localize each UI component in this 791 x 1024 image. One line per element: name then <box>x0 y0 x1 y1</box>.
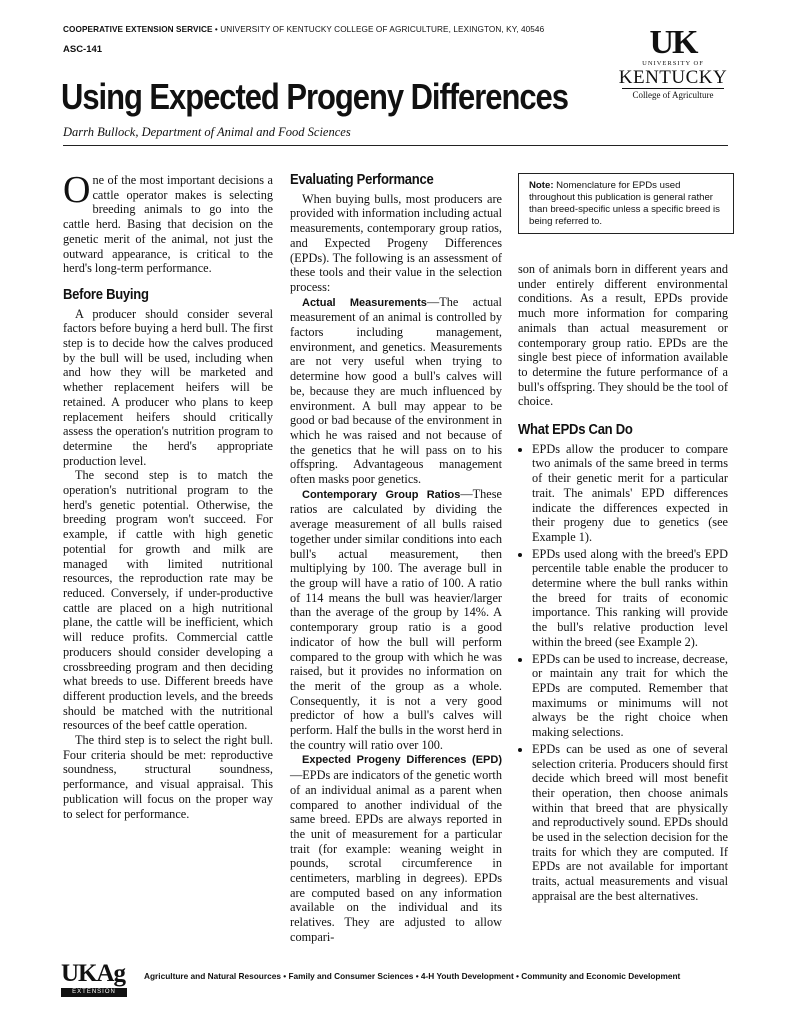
list-item: • EPDs can be used as one of several selection criteria. Producers should first decide which breed will most benefit their operation, then choose animals within that breed that are physically and reproductively sound. EPDs should be used in the selection decision for the traits for which they are computed. If EPDs are not available for important traits, actual measurements and visual appraisal are the best alternatives. <box>532 742 728 904</box>
list-item: • EPDs can be used to increase, decrease, or maintain any trait for which the EPDs are computed. Remember that maximums or minimums will not always be the right choice when making selections. <box>532 652 728 740</box>
before-buying-paragraph-2: The second step is to match the operation's nutritional program to the herd's genetic potential. Otherwise, the breeding program won't succeed. For example, if cattle with high genetic potential for growth and milk are managed with limited nutritional resources, the reproduction rate may be reduced. Conversely, if under-productive cattle are placed on a high nutritional plane, the cattle will be inefficient, which will reduce profits. Commercial cattle producers should consider developing a crossbreeding program and then deciding what breeds to use. Different breeds have different production levels, and the breeds should be matched with the nutritional resources of the beef cattle operation. <box>63 468 273 733</box>
column-3 <box>518 262 728 906</box>
heading-evaluating-performance: Evaluating Performance <box>290 172 434 188</box>
before-buying-paragraph-3: The third step is to select the right bull. Four criteria should be met: reproductive soundness, structural soundness, performance, and visual appraisal. This publication will focus on the proper way to select for performance. <box>63 733 273 821</box>
column-1 <box>63 169 273 821</box>
epd-paragraph <box>290 752 502 944</box>
ukag-extension-logo <box>61 961 129 997</box>
epd-heading: Expected Progeny Differences (EPD) <box>302 754 502 767</box>
footer-program-areas: Agriculture and Natural Resources • Family and Consumer Sciences • 4-H Youth Development • Community and Economic Development <box>144 971 681 981</box>
column-2 <box>290 173 502 945</box>
before-buying-paragraph-1: A producer should consider several factors before buying a herd bull. The first step is to decide how the calves produced by the bull will be used, including when and how they will be marketed and whether replacement heifers will be retained. A producer who plans to keep replacement heifers should critically assess the operation's nutrition program to determine the herd's appropriate production level. <box>63 306 273 468</box>
uk-logo-kentucky: KENTUCKY <box>618 67 728 88</box>
publisher-line <box>63 25 544 34</box>
epd-continuation-paragraph: son of animals born in different years and under entirely different environmental conditions. As a result, EPDs provide much more information for comparing animals than actual measurement or contemporary group ratio. EPDs are the single best piece of information available to determine the future performance of a bull's offspring. They should be the tool of choice. <box>518 262 728 409</box>
publisher-bold: COOPERATIVE EXTENSION SERVICE <box>63 25 213 34</box>
ukag-logo-sub: EXTENSION <box>61 988 127 997</box>
publication-code: ASC-141 <box>63 44 103 55</box>
list-item: • EPDs allow the producer to compare two animals of the same breed in terms of their genetic merit for a particular trait. The animals' EPD differences indicate the differences expected in their progeny due to genetics (see Example 1). <box>532 442 728 545</box>
author-line: Darrh Bullock, Department of Animal and Food Sciences <box>63 125 351 139</box>
contemporary-group-heading: Contemporary Group Ratios <box>302 488 461 501</box>
drop-cap: O <box>63 169 91 211</box>
actual-measurements-text: —The actual measurement of an animal is controlled by factors including management, environment, and genetics. Measurements are not very useful when trying to determine how good a bull's calves will be, because they are much influenced by environment. A bull may appear to be good or bad because of the environment in which he was raised and not because of the genetics that he will pass on to his offspring. Advantageous management often masks poor genetics. <box>290 294 502 487</box>
evaluating-paragraph: When buying bulls, most producers are provided with information including actual measurements, contemporary group ratios, and Expected Progeny Differences (EPDs). The following is an assessment of these tools and their value in the selection process: <box>290 191 502 294</box>
uk-logo <box>614 26 732 101</box>
intro-text: ne of the most important decisions a cattle operator makes is selecting breeding animals to go into the cattle herd. Basing that decision on the genetic merit of the animal, not just the outward appearance, is critical to the herd's long-term performance. <box>63 173 273 276</box>
publisher-rest: • UNIVERSITY OF KENTUCKY COLLEGE OF AGRICULTURE, LEXINGTON, KY, 40546 <box>212 25 545 34</box>
uk-logo-college: College of Agriculture <box>622 88 724 101</box>
intro-paragraph <box>63 169 273 276</box>
header-rule <box>63 145 728 146</box>
epd-text: —EPDs are indicators of the genetic worth of an individual animal as a parent when compared to another individual of the same breed. EPDs are always reported in the unit of measurement for a particular trait (for example: weaning weight in pounds, scrotal circumference in centimeters, marbling in degrees). EPDs are computed based on any information available on the individual and its relatives. They are adjusted to allow compari- <box>290 768 502 944</box>
ukag-logo-mark: UKAg <box>61 960 126 987</box>
note-text: Nomenclature for EPDs used throughout this publication is general rather than breed-specific unless a specific breed is being referred to. <box>529 180 720 227</box>
contemporary-group-text: —These ratios are calculated by dividing the average measurement of all bulls raised together under similar conditions into each bull's actual measurement, then multiplying by 100. The average bull in the group will have a ratio of 100. A ratio of 114 means the bull was heavier/larger than the average of the group by 14%. A contemporary group ratio is a good indicator of how the bull will perform compared to the group with which he was raised, but it provides no information on the merit of the group as a whole. Consequently, it is not a very good predictor of how a bull's calves will perform. Half the bulls in the worst herd in the country will ratio over 100. <box>290 486 502 752</box>
page-title: Using Expected Progeny Differences <box>61 76 568 117</box>
actual-measurements-heading: Actual Measurements <box>302 296 427 309</box>
epd-benefits-list <box>518 442 728 904</box>
contemporary-group-paragraph <box>290 487 502 753</box>
heading-what-epds-can-do: What EPDs Can Do <box>518 422 633 439</box>
uk-logo-university: UNIVERSITY OF <box>642 60 704 67</box>
list-item: • EPDs used along with the breed's EPD percentile table enable the producer to determine where the bull ranks within the breed for traits of economic importance. This ranking will provide the bull's relative production level within the breed (see Example 2). <box>532 547 728 650</box>
heading-before-buying: Before Buying <box>63 286 149 303</box>
actual-measurements-paragraph <box>290 295 502 487</box>
uk-logo-mark: UK <box>649 24 697 61</box>
note-box <box>518 173 734 234</box>
note-label: Note: <box>529 180 554 191</box>
